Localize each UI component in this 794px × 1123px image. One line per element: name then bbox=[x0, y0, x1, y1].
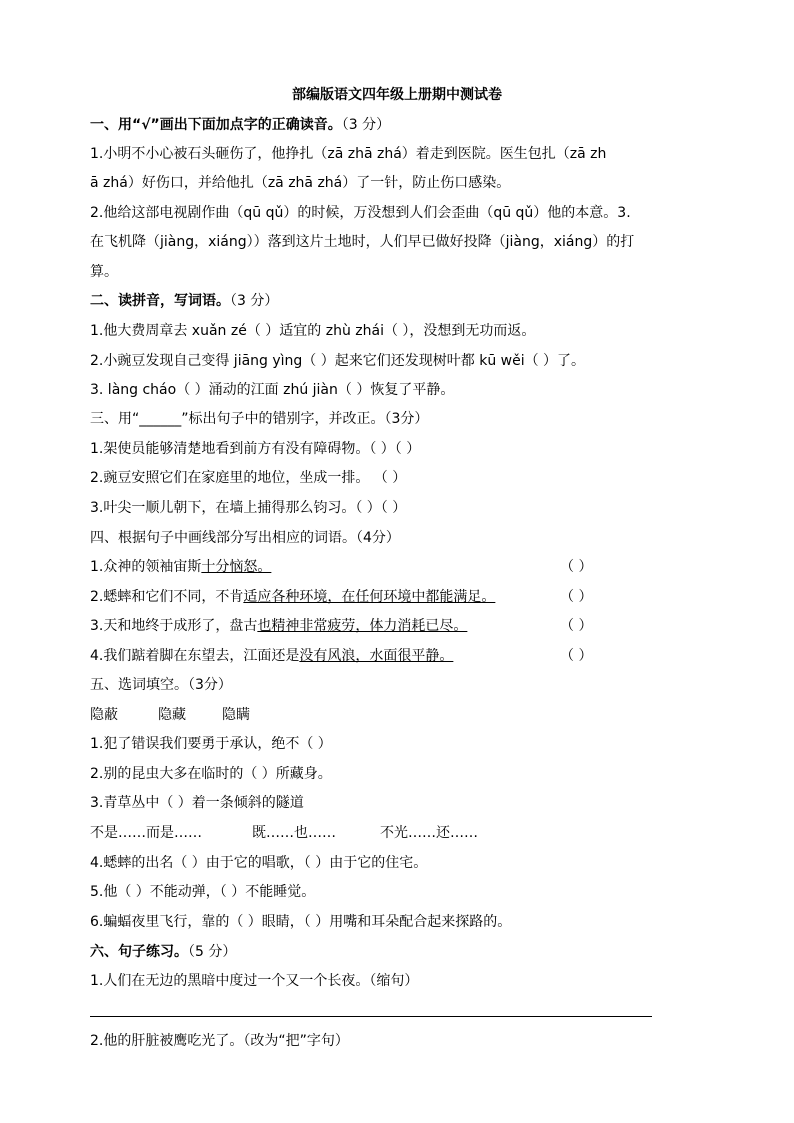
s5-q6: 6.蝙蝠夜里飞行，靠的（ ）眼睛，（ ）用嘴和耳朵配合起来探路的。 bbox=[90, 914, 512, 930]
s2-q2: 2.小豌豆发现自己变得 jiāng yìng（ ）起来它们还发现树叶都 kū wěi（ ）了。 bbox=[90, 353, 586, 369]
page-title: 部编版语文四年级上册期中测试卷 bbox=[292, 87, 502, 103]
s5-q5: 5.他（ ）不能动弹，（ ）不能睡觉。 bbox=[90, 884, 316, 900]
s5-q1: 1.犯了错误我们要勇于承认，绝不（ ） bbox=[90, 736, 332, 752]
section-3-heading: 三、用“______”标出句子中的错别字，并改正。（3分） bbox=[90, 411, 429, 427]
s5-q3: 3.青草丛中（ ）着一条倾斜的隧道 bbox=[90, 795, 304, 811]
underlined-phrase: 没有风浪，水面很平静。 bbox=[299, 648, 454, 664]
s4-q3: 3.天和地终于成形了，盘古也精神非常疲劳，体力消耗已尽。 bbox=[90, 618, 468, 634]
s5-word-options-2: 不是……而是…… 既……也…… 不光……还…… bbox=[90, 825, 478, 841]
s6-q2: 2.他的肝脏被鹰吃光了。（改为“把”字句） bbox=[90, 1033, 349, 1049]
s1-q1-line1: 1.小明不小心被石头砸伤了，他挣扎（zā zhā zhá）着走到医院。医生包扎（zā zh bbox=[90, 146, 607, 162]
s3-q3: 3.叶尖一顺儿朝下，在墙上捕得那么钧习。（ ）（ ） bbox=[90, 500, 407, 516]
s5-q2: 2.别的昆虫大多在临时的（ ）所藏身。 bbox=[90, 766, 332, 782]
s4-q1-answer-blank: （ ） bbox=[560, 559, 593, 575]
s4-q2-answer-blank: （ ） bbox=[560, 589, 593, 605]
section-2-heading: 二、读拼音，写词语。（3 分） bbox=[90, 293, 279, 309]
s1-q2-line3: 算。 bbox=[90, 264, 118, 280]
s1-q1-line2: ā zhá）好伤口，并给他扎（zā zhā zhá）了一针，防止伤口感染。 bbox=[90, 175, 511, 191]
s3-q1: 1.架使员能够清楚地看到前方有没有障碍物。（ ）（ ） bbox=[90, 441, 421, 457]
section-6-heading: 六、句子练习。（5 分） bbox=[90, 944, 237, 960]
s5-q4: 4.蟋蟀的出名（ ）由于它的唱歌，（ ）由于它的住宅。 bbox=[90, 855, 428, 871]
underlined-phrase: 十分恼怒。 bbox=[201, 559, 272, 575]
s1-q2-line2: 在飞机降（jiàng，xiáng））落到这片土地时，人们早已做好投降（jiàng，xiáng）的打 bbox=[90, 234, 635, 250]
s4-q4: 4.我们踮着脚在东望去，江面还是没有风浪，水面很平静。 bbox=[90, 648, 454, 664]
s2-q1: 1.他大费周章去 xuǎn zé（ ）适宜的 zhù zhái（ ），没想到无功而返。 bbox=[90, 323, 536, 339]
s4-q1: 1.众神的领袖宙斯十分恼怒。 bbox=[90, 559, 272, 575]
section-1-heading: 一、用“√”画出下面加点字的正确读音。（3 分） bbox=[90, 117, 391, 133]
s5-word-options-1: 隐蔽 隐藏 隐瞒 bbox=[90, 707, 250, 723]
s4-q4-answer-blank: （ ） bbox=[560, 648, 593, 664]
underlined-phrase: 适应各种环境，在任何环境中都能满足。 bbox=[243, 589, 496, 605]
answer-line bbox=[90, 1016, 652, 1017]
s4-q3-answer-blank: （ ） bbox=[560, 618, 593, 634]
section-5-heading: 五、选词填空。（3分） bbox=[90, 677, 232, 693]
section-4-heading: 四、根据句子中画线部分写出相应的词语。（4分） bbox=[90, 530, 400, 546]
s3-q2: 2.豌豆安照它们在家庭里的地位，坐成一排。 （ ） bbox=[90, 470, 407, 486]
s1-q2-line1: 2.他给这部电视剧作曲（qū qǔ）的时候，万没想到人们会歪曲（qū qǔ）他的本意。3. bbox=[90, 205, 631, 221]
underlined-phrase: 也精神非常疲劳，体力消耗已尽。 bbox=[257, 618, 468, 634]
s4-q2: 2.蟋蟀和它们不同，不肯适应各种环境，在任何环境中都能满足。 bbox=[90, 589, 496, 605]
s2-q3: 3. làng cháo（ ）涌动的江面 zhú jiàn（ ）恢复了平静。 bbox=[90, 382, 455, 398]
s6-q1: 1.人们在无边的黑暗中度过一个又一个长夜。（缩句） bbox=[90, 973, 419, 989]
